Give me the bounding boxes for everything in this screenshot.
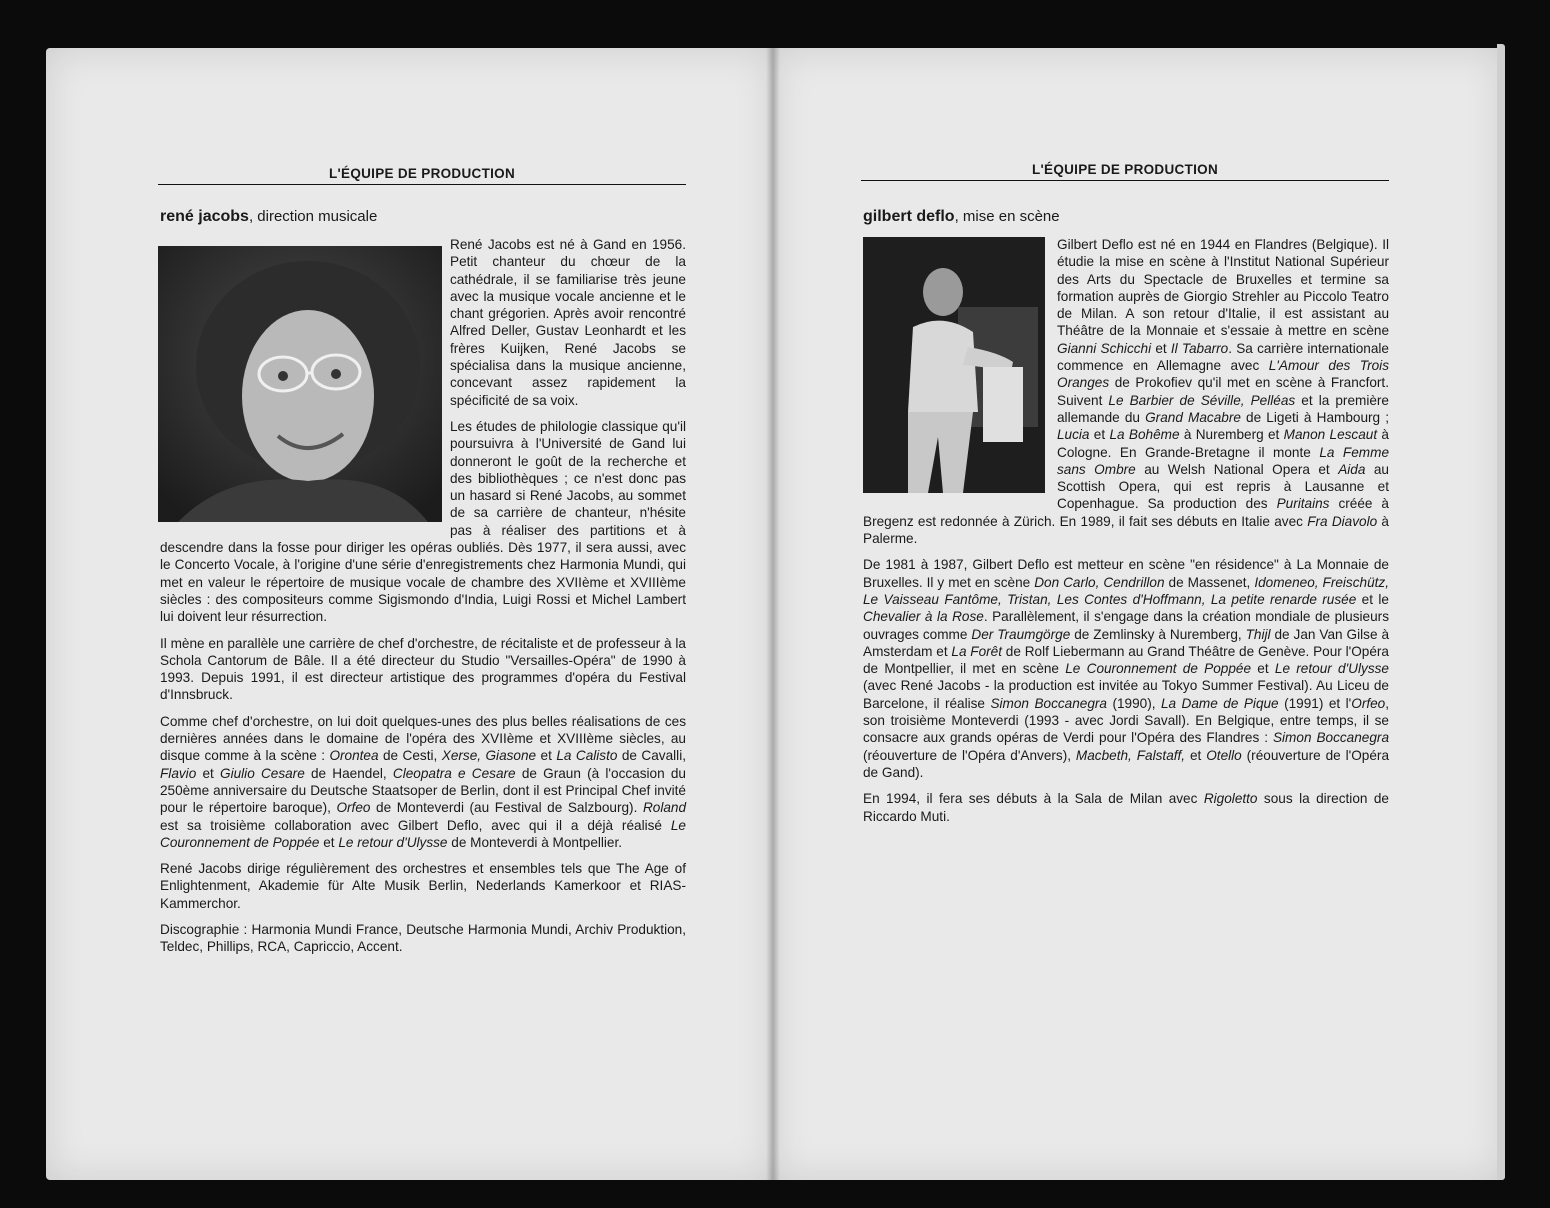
right-paragraph-2: De 1981 à 1987, Gilbert Deflo est metteur en scène "en résidence" à La Monnaie de Bruxelles. Il y met en scène Don Carlo, Cendrillon de Massenet, Idomeneo, Freischütz, Le Vaisseau Fantôme, Tristan, Les Contes d'Hoffmann, La petite renarde rusée et le Chevalier à la Rose. Parallèlement, il s'engage dans la création mondiale de plusieurs ouvrages comme Der Traumgörge de Zemlinsky à Nuremberg, Thijl de Jan Van Gilse à Amsterdam et La Forêt de Rolf Liebermann au Grand Théâtre de Genève. Pour l'Opéra de Montpellier, il met en scène Le Couronnement de Poppée et Le retour d'Ulysse (avec René Jacobs - la production est invitée au Tokyo Summer Festival). Au Liceu de Barcelone, il réalise Simon Boccanegra (1990), La Dame de Pique (1991) et l'Orfeo, son troisième Monteverdi (1993 - avec Jordi Savall). En Belgique, entre temps, il se consacre aux grands opéras de Verdi pour l'Opéra des Flandres : Simon Boccanegra (réouverture de l'Opéra d'Anvers), Macbeth, Falstaff, et Otello (réouverture de l'Opéra de Gand). [863, 557, 1390, 780]
right-bio-role: , mise en scène [954, 208, 1060, 225]
right-bio-text [863, 236, 1389, 834]
left-bio-name: rené jacobs [160, 208, 249, 225]
left-bio-title [160, 208, 377, 226]
left-paragraph-1: René Jacobs est né à Gand en 1956. Petit chanteur du chœur de la cathédrale, il se familiarise très jeune avec la musique vocale ancienne et le chant grégorien. Après avoir rencontré Alfred Deller, Gustav Leonhardt et les frères Kuijken, René Jacobs se spécialisa dans la musique ancienne, concevant assez rapidement la spécificité de sa voix. [450, 237, 686, 408]
right-bio-name: gilbert deflo [863, 208, 955, 225]
left-bio-text [160, 236, 686, 965]
book-gutter [766, 48, 780, 1180]
left-page [46, 48, 773, 1180]
left-paragraph-3: Il mène en parallèle une carrière de chef d'orchestre, de récitaliste et de professeur à la Schola Cantorum de Bâle. Il a été directeur du Studio "Versailles-Opéra" de 1990 à 1993. Depuis 1991, il est directeur artistique des programmes d'opéra du Festival d'Innsbruck. [160, 635, 686, 703]
left-page-header: L'ÉQUIPE DE PRODUCTION [158, 166, 686, 185]
right-paragraph-1: Gilbert Deflo est né en 1944 en Flandres (Belgique). Il étudie la mise en scène à l'Institut National Supérieur des Arts du Spectacle de Bruxelles et termine sa formation auprès de Giorgio Strehler au Piccolo Teatro de Milan. A son retour d'Italie, il est assistant au Théâtre de la Monnaie et s'essaie à mettre en scène Gianni Schicchi et Il Tabarro. Sa carrière internationale commence en Allemagne avec L'Amour des Trois Oranges de Prokofiev qu'il met en scène à Francfort. Suivent Le Barbier de Séville, Pelléas et la première allemande du Grand Macabre de Ligeti à Hambourg ; Lucia et La Bohême à Nuremberg et Manon Lescaut à Cologne. En Grande-Bretagne il monte La Femme sans Ombre au Welsh National Opera et Aida au Scottish Opera, qui est repris à Lausanne et Copenhague. Sa production des Puritains créée à Bregenz est redonnée à Zürich. En 1989, il fait ses débuts en Italie avec Fra Diavolo à Palerme. [863, 237, 1390, 547]
right-paragraph-3: En 1994, il fera ses débuts à la Sala de Milan avec Rigoletto sous la direction de Riccardo Muti. [863, 791, 1389, 824]
left-paragraph-4: Comme chef d'orchestre, on lui doit quelques-unes des plus belles réalisations de ces dernières années dans le domaine de l'opéra des XVIIème et XVIIIème siècles, au disque comme à la scène : Orontea de Cesti, Xerse, Giasone et La Calisto de Cavalli, Flavio et Giulio Cesare de Haendel, Cleopatra e Cesare de Graun (à l'occasion du 250ème anniversaire du Deutsche Staatsoper de Berlin, dont il est Principal Chef invité pour le répertoire baroque), Orfeo de Monteverdi (au Festival de Salzbourg). Roland est sa troisième collaboration avec Gilbert Deflo, avec qui il a déjà réalisé Le Couronnement de Poppée et Le retour d'Ulysse de Monteverdi à Montpellier. [160, 713, 687, 850]
right-page-header: L'ÉQUIPE DE PRODUCTION [861, 162, 1389, 181]
page-edge [1497, 44, 1505, 1180]
left-paragraph-2: Les études de philologie classique qu'il poursuivra à l'Université de Gand lui donneront le goût de la recherche et des bibliothèques ; ce n'est donc pas un hasard si René Jacobs, au sommet de sa carrière de chanteur, n'hésite pas à réaliser des partitions et à descendre dans la fosse pour diriger les opéras oubliés. Dès 1977, il sera aussi, avec le Concerto Vocale, à l'origine d'une série d'enregistrements chez Harmonia Mundi, qui met en valeur le répertoire de musique vocale de chambre des XVIIème et XVIIIème siècles : des compositeurs comme Sigismondo d'India, Luigi Rossi et Michel Lambert lui doivent leur résurrection. [160, 418, 686, 625]
right-page [773, 48, 1503, 1180]
left-bio-role: , direction musicale [248, 208, 378, 225]
right-bio-title [863, 208, 1060, 226]
left-paragraph-6: Discographie : Harmonia Mundi France, Deutsche Harmonia Mundi, Archiv Produktion, Teldec, Phillips, RCA, Capriccio, Accent. [160, 921, 686, 955]
left-paragraph-5: René Jacobs dirige régulièrement des orchestres et ensembles tels que The Age of Enlightenment, Akademie für Alte Musik Berlin, Nederlands Kamerkoor et RIAS-Kammerchor. [160, 861, 686, 911]
